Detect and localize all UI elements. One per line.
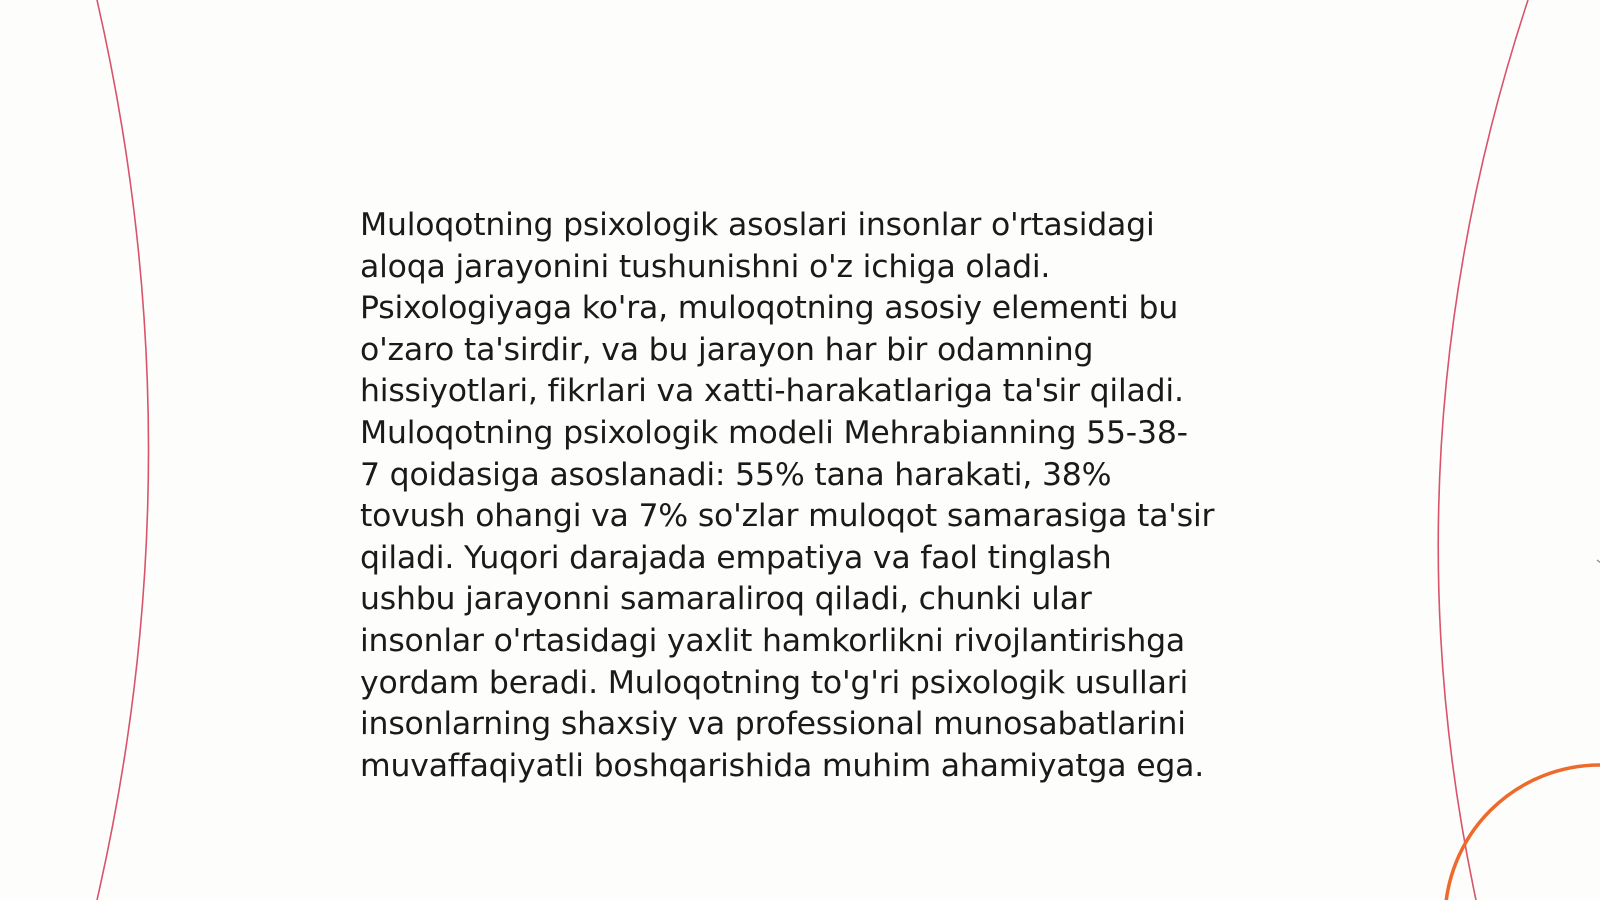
paragraph-line: tovush ohangi va 7% so'zlar muloqot samarasiga ta'sir — [360, 498, 1215, 535]
paragraph-line: yordam beradi. Muloqotning to'g'ri psixologik usullari — [360, 664, 1189, 701]
paragraph-line: Muloqotning psixologik modeli Mehrabianning 55-38- — [360, 414, 1188, 451]
paragraph-line: muvaffaqiyatli boshqarishida muhim ahamiyatga ega. — [360, 747, 1205, 784]
paragraph-line: o'zaro ta'sirdir, va bu jarayon har bir odamning — [360, 331, 1094, 368]
paragraph-line: hissiyotlari, fikrlari va xatti-harakatlariga ta'sir qiladi. — [360, 373, 1184, 410]
orange-corner-arc — [1445, 765, 1600, 900]
paragraph-line: insonlarning shaxsiy va professional munosabatlarini — [360, 706, 1186, 743]
paragraph-line: Muloqotning psixologik asoslari insonlar o'rtasidagi — [360, 207, 1155, 243]
right-border-curve — [1438, 0, 1528, 900]
paragraph-line: Psixologiyaga ko'ra, muloqotning asosiy elementi bu — [360, 290, 1179, 327]
left-border-curve — [97, 0, 149, 900]
paragraph-line: insonlar o'rtasidagi yaxlit hamkorlikni rivojlantirishga — [360, 622, 1186, 659]
paragraph-line: 7 qoidasiga asoslanadi: 55% tana harakati, 38% — [360, 456, 1112, 493]
paragraph-line: qiladi. Yuqori darajada empatiya va faol tinglash — [360, 539, 1112, 576]
body-paragraph — [360, 205, 1260, 787]
paragraph-line: ushbu jarayonni samaraliroq qiladi, chunki ular — [360, 581, 1092, 618]
paragraph-line: aloqa jarayonini tushunishni o'z ichiga oladi. — [360, 248, 1051, 285]
